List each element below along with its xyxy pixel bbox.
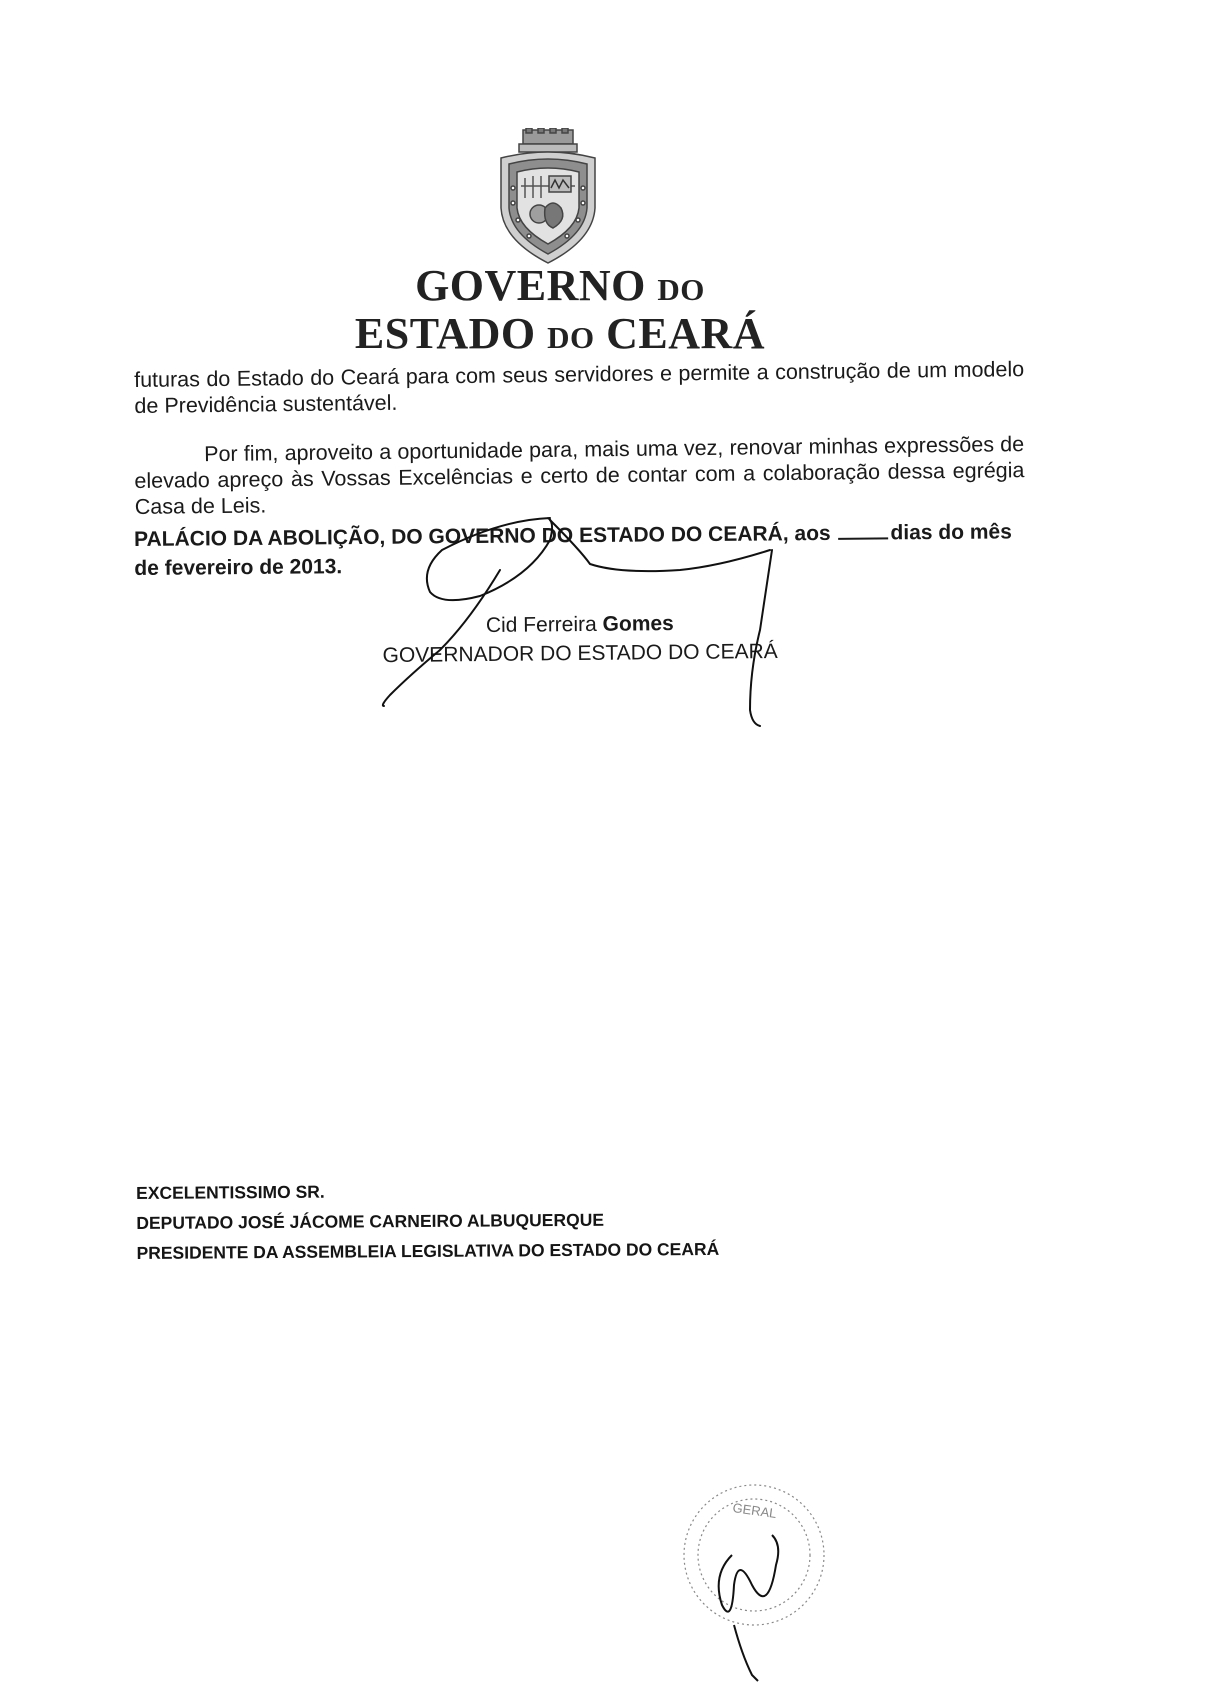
letterhead-do-2: DO bbox=[547, 320, 595, 355]
letterhead-do: DO bbox=[657, 272, 705, 307]
body-paragraph-2: Por fim, aproveito a oportunidade para, mais uma vez, renovar minhas expressões de elevado apreço às Vossas Excelências e certo de contar com a colaboração dessa egrégia Casa de Leis. bbox=[134, 431, 1025, 519]
addressee-block bbox=[136, 1174, 719, 1268]
letterhead-line-1 bbox=[300, 260, 820, 311]
stamp-text: GERAL bbox=[731, 1500, 778, 1522]
letterhead-ceara: CEARÁ bbox=[606, 309, 766, 358]
coat-of-arms-icon bbox=[493, 128, 603, 266]
body-paragraph-1: futuras do Estado do Ceará para com seus servidores e permite a construção de um modelo de Previdência sustentável. bbox=[134, 356, 1025, 418]
closing-part-1: PALÁCIO DA ABOLIÇÃO, DO GOVERNO DO ESTADO DO CEARÁ, aos bbox=[134, 521, 831, 551]
rubric-stamp-icon bbox=[672, 1475, 842, 1685]
letterhead-governo: GOVERNO bbox=[415, 261, 646, 310]
letterhead-estado: ESTADO bbox=[354, 309, 536, 358]
closing-statement bbox=[134, 517, 1024, 583]
signer-name-bold: Gomes bbox=[602, 612, 674, 636]
signer-name-regular: Cid Ferreira bbox=[485, 612, 597, 637]
addressee-line-1: EXCELENTISSIMO SR. bbox=[136, 1181, 325, 1203]
signer-title: GOVERNADOR DO ESTADO DO CEARÁ bbox=[382, 639, 778, 668]
addressee-line-3: PRESIDENTE DA ASSEMBLEIA LEGISLATIVA DO ESTADO DO CEARÁ bbox=[136, 1238, 720, 1263]
closing-part-2: dias do mês de fevereiro de 2013. bbox=[134, 520, 1012, 580]
letterhead-line-2 bbox=[300, 308, 820, 359]
day-blank bbox=[838, 521, 888, 539]
signer-block bbox=[330, 607, 831, 670]
addressee-line-2: DEPUTADO JOSÉ JÁCOME CARNEIRO ALBUQUERQUE bbox=[136, 1209, 605, 1233]
